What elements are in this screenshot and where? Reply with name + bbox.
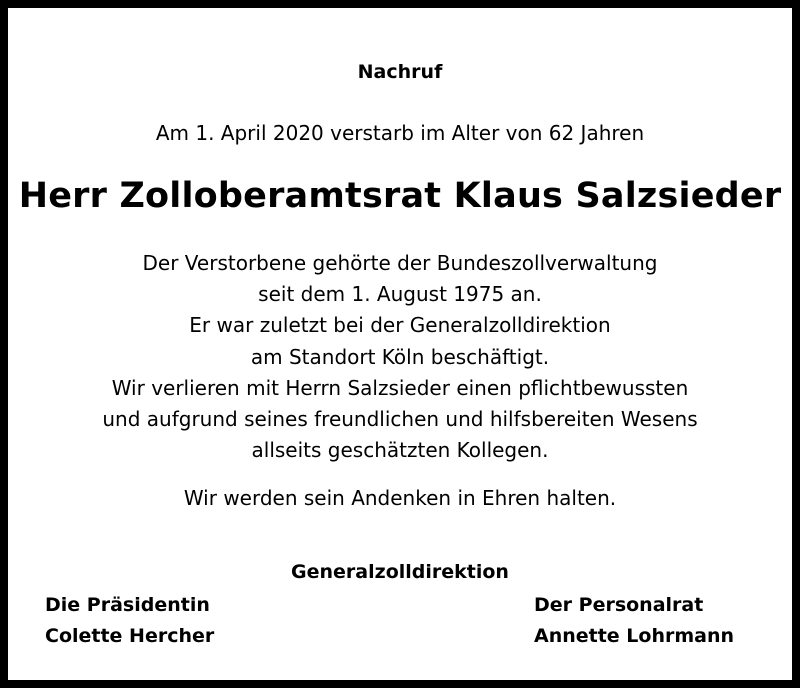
body-line: Der Verstorbene gehörte der Bundeszollverwaltung	[142, 251, 658, 275]
signature-left-title: Die Präsidentin	[45, 594, 210, 616]
signature-right-name: Annette Lohrmann	[534, 625, 735, 647]
notice-heading: Nachruf	[357, 61, 443, 83]
signature-left-name: Colette Hercher	[45, 625, 215, 647]
body-line: allseits geschätzten Kollegen.	[251, 438, 549, 463]
notice-body	[8, 248, 792, 466]
signature-right-title: Der Personalrat	[534, 594, 704, 616]
deceased-name: Herr Zolloberamtsrat Klaus Salzsieder	[18, 176, 782, 216]
body-line: am Standort Köln beschäftigt.	[250, 344, 550, 369]
body-line: seit dem 1. August 1975 an.	[258, 282, 542, 307]
closing-line: Wir werden sein Andenken in Ehren halten.	[183, 486, 617, 510]
organization-name: Generalzolldirektion	[291, 561, 509, 583]
body-line: Wir verlieren mit Herrn Salzsieder einen pflichtbewussten	[111, 375, 689, 400]
signature-left	[45, 590, 214, 652]
signature-right	[534, 590, 734, 652]
body-line: Er war zuletzt bei der Generalzolldirektion	[189, 313, 611, 338]
notice-intro: Am 1. April 2020 verstarb im Alter von 62 Jahren	[155, 121, 645, 145]
body-line: und aufgrund seines freundlichen und hilfsbereiten Wesens	[102, 407, 698, 432]
